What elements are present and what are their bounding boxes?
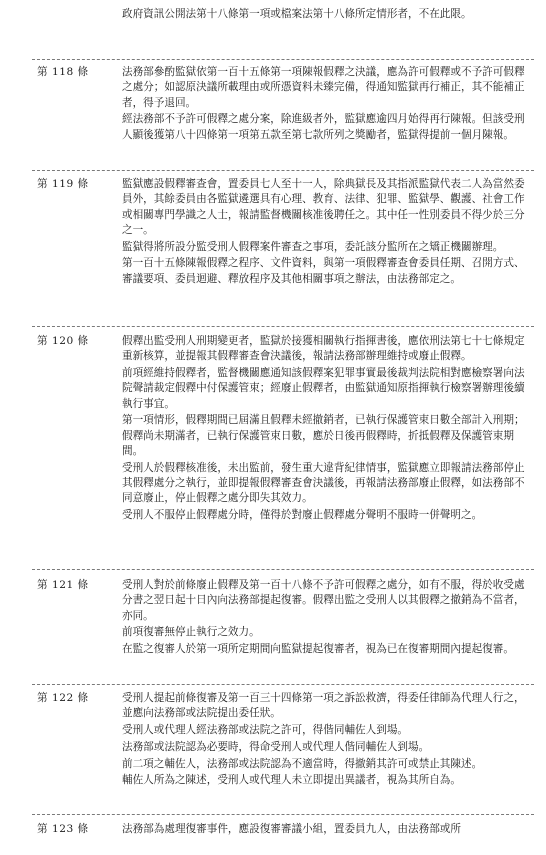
article-body bbox=[122, 578, 535, 659]
article-paragraph: 受刑人提起前條復審及第一百三十四條第一項之訴訟救濟，得委任律師為代理人行之，並應向法務部或法院提出委任狀。 bbox=[122, 692, 525, 720]
article-number: 第 119 條 bbox=[37, 178, 89, 190]
article-divider bbox=[32, 59, 534, 60]
article-paragraph: 法務部為處理復審事件，應設復審審議小組，置委員九人，由法務部或所 bbox=[122, 823, 461, 835]
article-body bbox=[122, 65, 535, 144]
article-paragraph: 監獄得將所設分監受刑人假釋案件審查之事項，委託該分監所在之矯正機關辦理。 bbox=[122, 240, 504, 253]
article-paragraph: 在監之復審人於第一項所定期間向監獄提起復審者，視為已在復審期間內提起復審。 bbox=[122, 643, 514, 656]
article-body bbox=[122, 177, 535, 289]
article-paragraph: 法務部或法院認為必要時，得命受刑人或代理人偕同輔佐人到場。 bbox=[122, 740, 430, 753]
article-divider bbox=[32, 684, 534, 685]
article-number: 第 120 條 bbox=[37, 335, 89, 347]
article-paragraph: 前項復審無停止執行之效力。 bbox=[122, 626, 260, 639]
article-body bbox=[122, 334, 535, 525]
article-paragraph: 法務部參酌監獄依第一百十五條第一項陳報假釋之決議，應為許可假釋或不予許可假釋之處分；如認原決議所載理由或所憑資料未臻完備，得通知監獄再行補正，其不能補正者，得予退回。 bbox=[122, 66, 525, 109]
article-divider bbox=[32, 569, 534, 570]
article-divider bbox=[32, 326, 534, 327]
article-body bbox=[122, 691, 535, 790]
article-paragraph: 第一百十五條陳報假釋之程序、文件資料，與第一項假釋審查會委員任期、召開方式、審議要項、委員迴避、釋放程序及其他相關事項之辦法，由法務部定之。 bbox=[122, 257, 525, 285]
article-paragraph: 受刑人於假釋核准後，未出監前，發生重大違背紀律情事，監獄應立即報請法務部停止其假釋處分之執行，並即提報假釋審查會決議後，再報請法務部廢止假釋，如法務部不同意廢止，停止假釋之處分即失其效力。 bbox=[122, 461, 525, 505]
article-paragraph: 假釋出監受刑人刑期變更者，監獄於接獲相關執行指揮書後，應依刑法第七十七條規定重新核算，並提報其假釋審查會決議後，報請法務部辦理維持或廢止假釋。 bbox=[122, 335, 525, 363]
article-paragraph: 第一項情形，假釋期間已屆滿且假釋未經撤銷者，已執行保護管束日數全部計入刑期；假釋尚未期滿者，已執行保護管束日數，應於日後再假釋時，折抵假釋及保護管束期間。 bbox=[122, 414, 525, 458]
intro-text: 政府資訊公開法第十八條第一項或檔案法第十八條所定情形者，不在此限。 bbox=[122, 8, 472, 20]
article-divider bbox=[32, 814, 534, 815]
article-paragraph: 受刑人不服停止假釋處分時，僅得於對廢止假釋處分聲明不服時一併聲明之。 bbox=[122, 509, 483, 522]
article-paragraph: 前項經維持假釋者，監督機關應通知該假釋案犯罪事實最後裁判法院相對應檢察署向法院聲請裁定假釋中付保護管束；經廢止假釋者，由監獄通知原指揮執行檢察署辦理後續執行事宜。 bbox=[122, 367, 525, 410]
article-paragraph: 受刑人對於前條廢止假釋及第一百十八條不予許可假釋之處分，如有不服，得於收受處分書之翌日起十日內向法務部提起復審。假釋出監之受刑人以其假釋之撤銷為不當者，亦同。 bbox=[122, 579, 525, 622]
intro-paragraph bbox=[122, 7, 534, 22]
article-number: 第 122 條 bbox=[37, 692, 89, 704]
article-divider bbox=[32, 170, 534, 171]
article-body bbox=[122, 822, 535, 839]
article-paragraph: 輔佐人所為之陳述，受刑人或代理人未立即提出異議者，視為其所自為。 bbox=[122, 774, 461, 787]
article-paragraph: 前二項之輔佐人，法務部或法院認為不適當時，得撤銷其許可或禁止其陳述。 bbox=[122, 757, 483, 770]
article-number: 第 121 條 bbox=[37, 579, 89, 591]
article-paragraph: 經法務部不予許可假釋之處分案，除進級者外，監獄應逾四月始得再行陳報。但該受刑人顯後獲第八十四條第一項第五款至第七款所列之獎勵者，監獄得提前一個月陳報。 bbox=[122, 113, 525, 141]
article-paragraph: 監獄應設假釋審查會，置委員七人至十一人，除典獄長及其指派監獄代表二人為當然委員外，其餘委員由各監獄遴選具有心理、教育、法律、犯罪、監獄學、觀護、社會工作或相關專門學識之人士，報請監督機關核准後聘任之。其中任一性別委員不得少於三分之一。 bbox=[122, 178, 525, 236]
article-number: 第 123 條 bbox=[37, 823, 89, 835]
article-number: 第 118 條 bbox=[37, 66, 89, 78]
article-paragraph: 受刑人或代理人經法務部或法院之許可，得偕同輔佐人到場。 bbox=[122, 724, 409, 737]
